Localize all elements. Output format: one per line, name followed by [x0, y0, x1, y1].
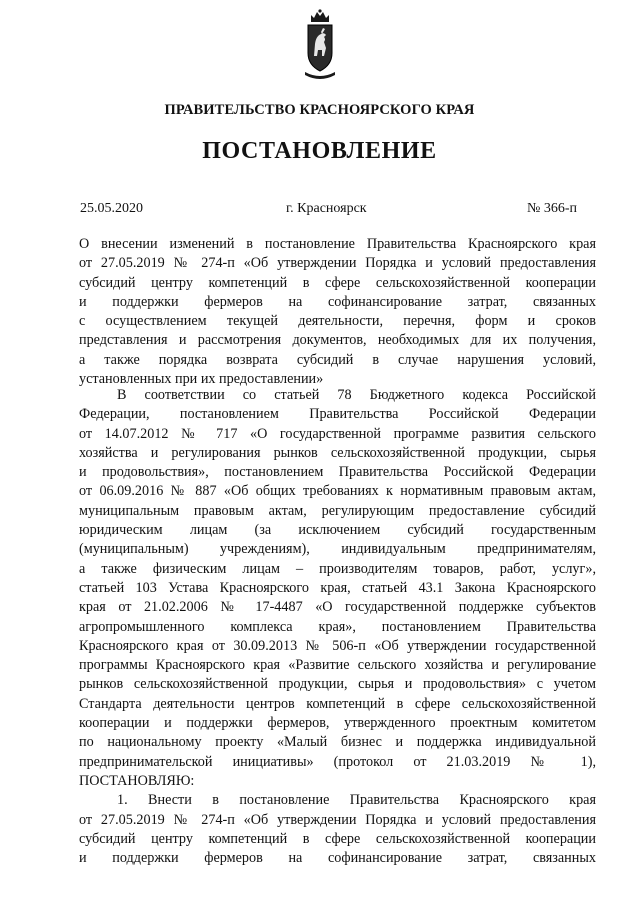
title-line: О внесении изменений в постановление Правительства Красноярского края — [79, 236, 596, 252]
body-line: статьей 103 Устава Красноярского края, статьей 43.1 Закона Красноярского — [79, 579, 596, 596]
body-line: субсидий центру компетенций в сфере сельскохозяйственной кооперации — [79, 830, 596, 847]
title-line: а также порядка возврата субсидий в случае нарушения условий, — [79, 351, 596, 368]
government-name: ПРАВИТЕЛЬСТВО КРАСНОЯРСКОГО КРАЯ — [164, 102, 475, 118]
title-line: от 27.05.2019 № 274-п «Об утверждении Порядка и условий предоставления — [79, 255, 596, 272]
document-number: № 366-п — [526, 201, 577, 216]
title-line: субсидий центру компетенций в сфере сельскохозяйственной кооперации — [79, 274, 596, 291]
document-title — [79, 235, 596, 389]
body-line: агропромышленного комплекса края», постановлением Правительства — [79, 618, 596, 635]
title-line: установленных при их предоставлении» — [79, 371, 324, 388]
body-line: от 27.05.2019 № 274-п «Об утверждении Порядка и условий предоставления — [79, 811, 596, 828]
body-line: юридическим лицам (за исключением субсидий государственным — [79, 522, 596, 539]
title-line: и поддержки фермеров на софинансирование затрат, связанных — [79, 293, 596, 310]
title-line: представления и рассмотрения документов, необходимых для их получения, — [79, 332, 596, 349]
body-line: Федерации, постановлением Правительства Российской Федерации — [79, 406, 596, 423]
body-line: Красноярского края от 30.09.2013 № 506-п «Об утверждении государственной — [79, 637, 596, 654]
body-line: (муниципальным) учреждениям), индивидуальным предпринимателям, — [79, 541, 596, 558]
body-line: а также физическим лицам – производителям товаров, работ, услуг», — [79, 560, 596, 577]
body-line: муниципальным правовым актам, регулирующим предоставление субсидий — [79, 502, 596, 519]
title-line: с осуществлением текущей деятельности, перечня, форм и сроков — [79, 313, 596, 330]
body-line: края от 21.02.2006 № 17-4487 «О государственной поддержке субъектов — [79, 599, 596, 616]
body-line: и поддержки фермеров на софинансирование затрат, связанных — [79, 850, 596, 867]
document-body — [79, 386, 596, 868]
document-type: ПОСТАНОВЛЕНИЕ — [202, 138, 437, 164]
body-line: по национальному проекту «Малый бизнес и поддержка индивидуальной — [79, 734, 596, 751]
coat-of-arms-icon — [302, 8, 338, 80]
body-line: кооперации и поддержки фермеров, утвержденного проектным комитетом — [79, 715, 596, 732]
body-line: рынков сельскохозяйственной продукции, сырья и продовольствия» с учетом — [79, 676, 596, 693]
body-line: от 14.07.2012 № 717 «О государственной программе развития сельского — [79, 425, 596, 442]
body-line: от 06.09.2016 № 887 «Об общих требованиях к нормативным правовым актам, — [79, 483, 596, 500]
body-line: В соответствии со статьей 78 Бюджетного кодекса Российской — [117, 387, 596, 403]
body-line: 1. Внести в постановление Правительства Красноярского края — [117, 792, 596, 809]
document-date: 25.05.2020 — [80, 201, 143, 216]
body-line: Стандарта деятельности центров компетенций в сфере сельскохозяйственной — [79, 695, 596, 712]
document-city: г. Красноярск — [286, 201, 367, 216]
body-line: предпринимательской инициативы» (протокол от 21.03.2019 № 1), — [79, 753, 596, 770]
body-line: и продовольствия», постановлением Правительства Российской Федерации — [79, 464, 596, 481]
body-line: хозяйства и регулирования рынков сельскохозяйственной продукции, сырья — [79, 444, 596, 461]
resolution-word: ПОСТАНОВЛЯЮ: — [79, 772, 195, 789]
body-line: программы Красноярского края «Развитие сельского хозяйства и регулирование — [79, 657, 596, 674]
